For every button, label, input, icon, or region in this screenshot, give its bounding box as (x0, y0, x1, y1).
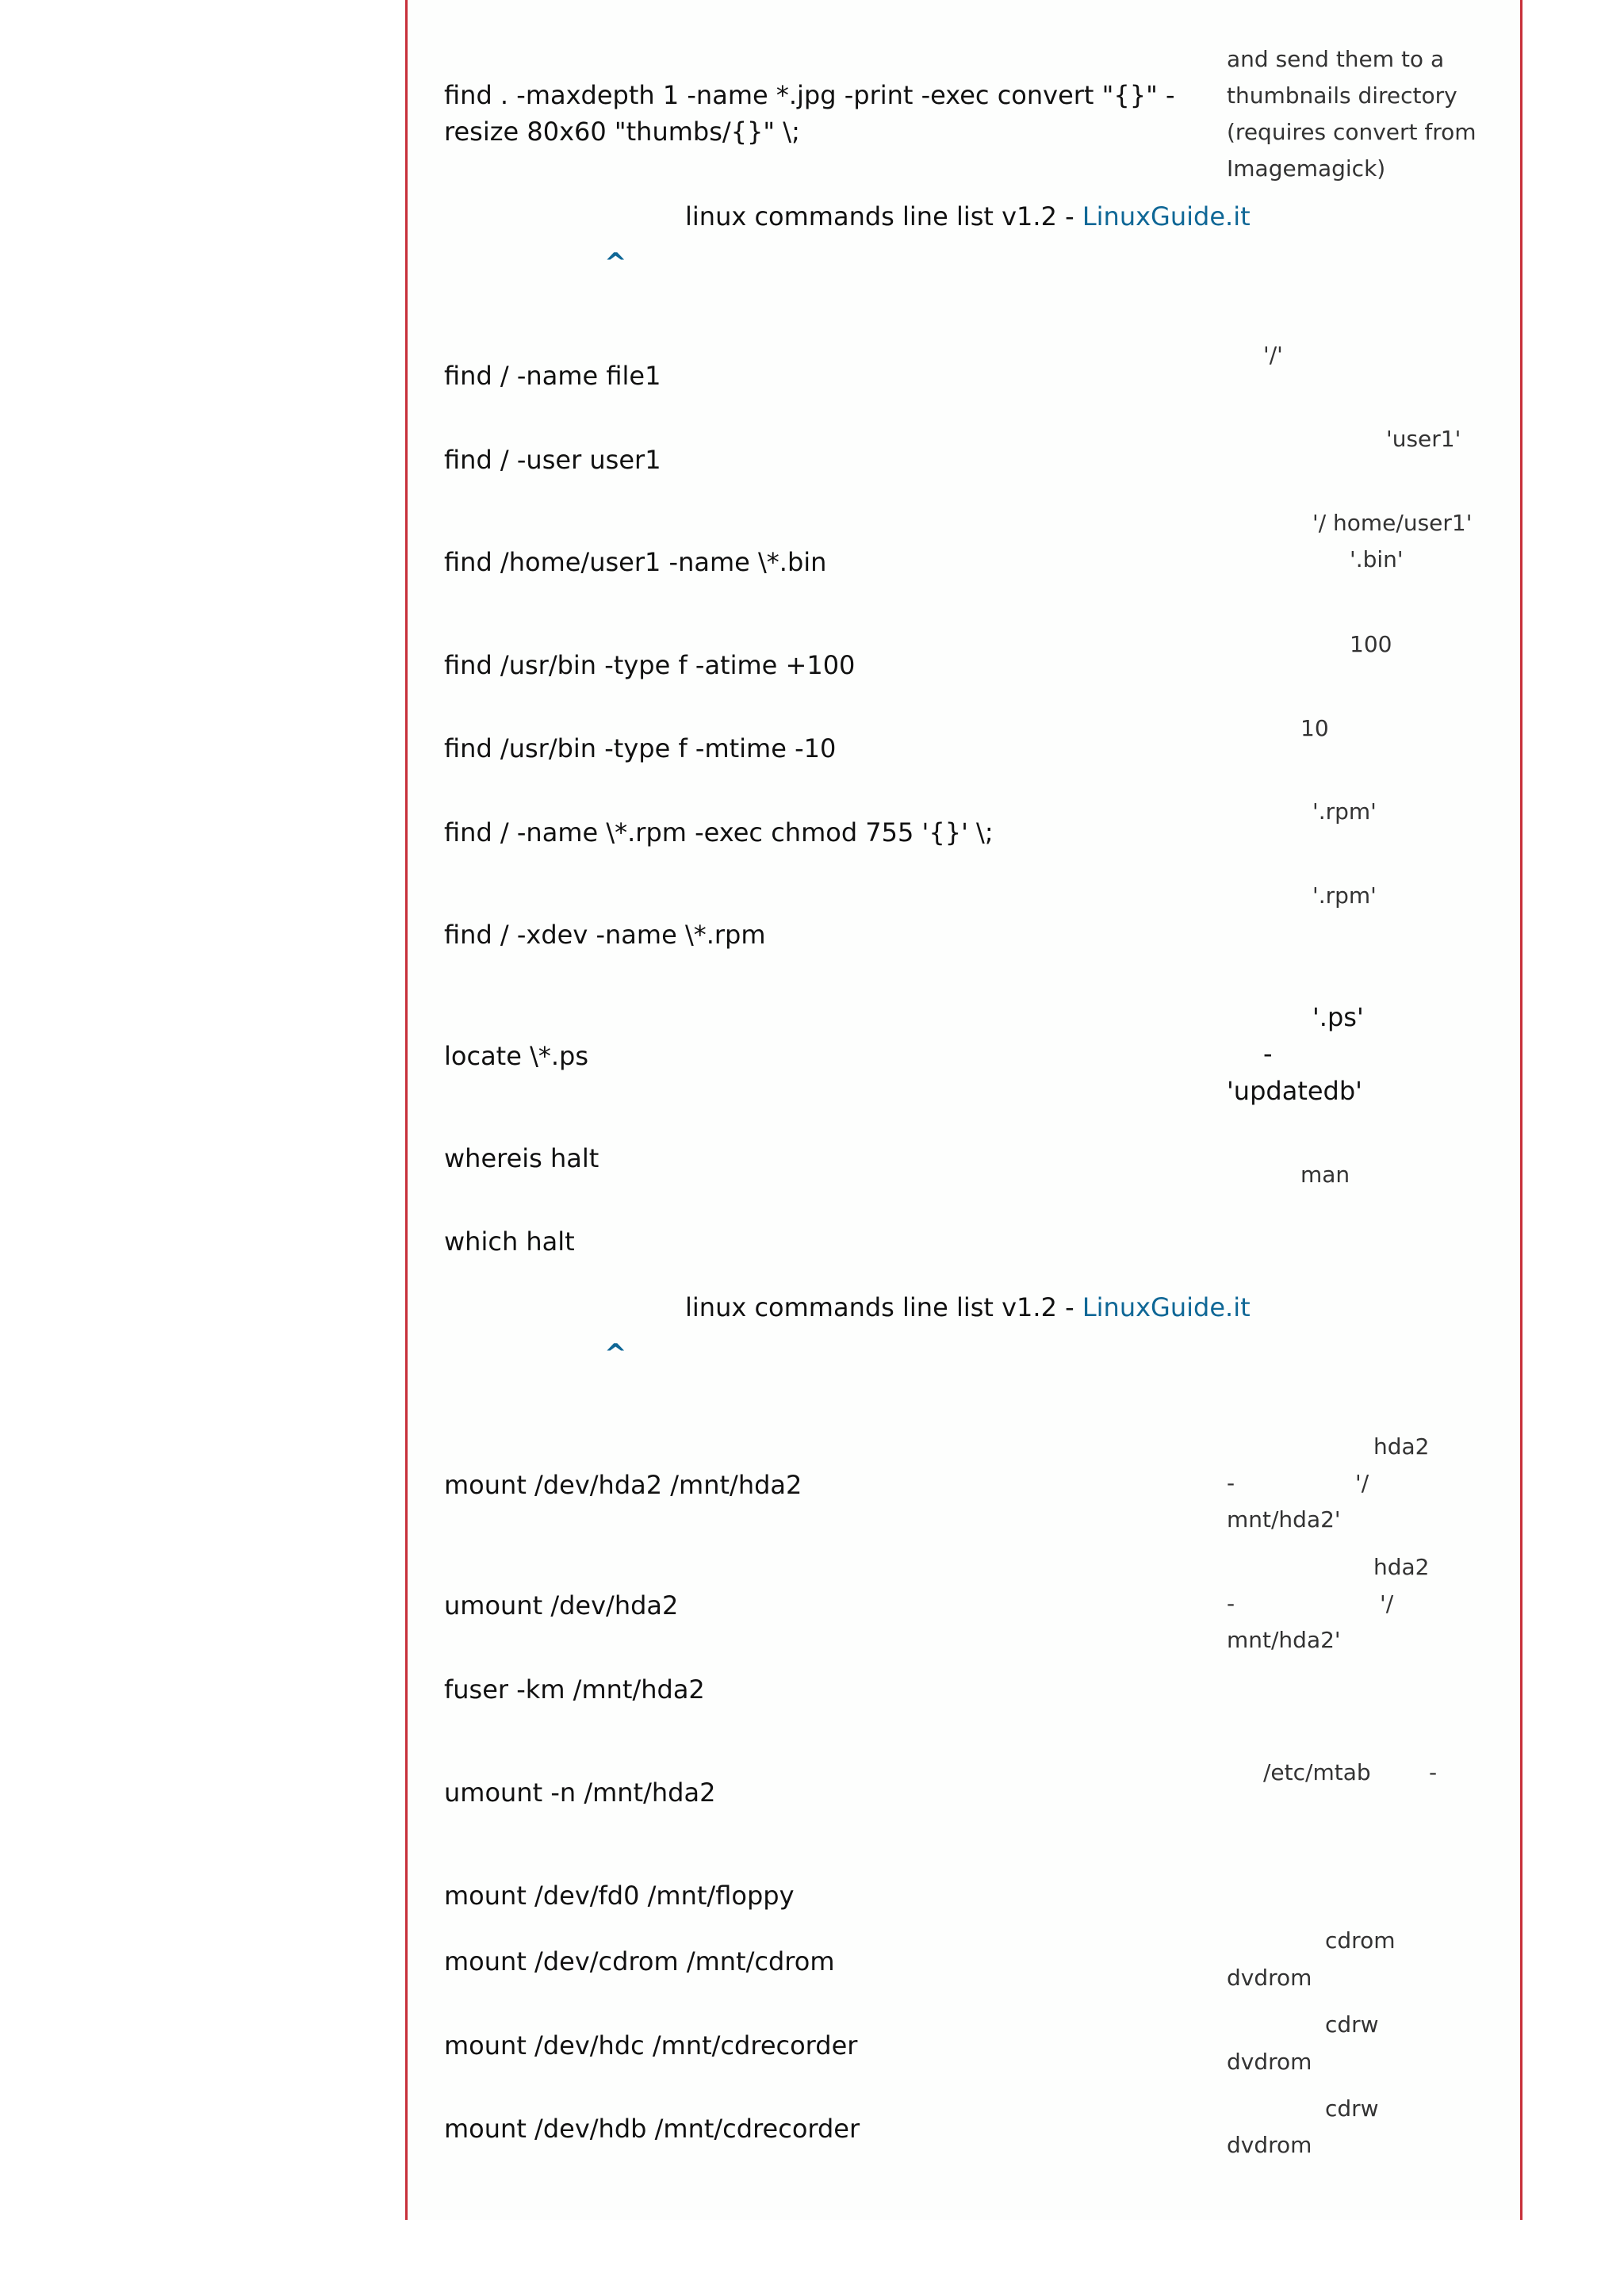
command-mount-hdc: mount /dev/hdc /mnt/cdrecorder (444, 2030, 858, 2061)
command-find-user: find / -user user1 (444, 445, 661, 475)
description-line: '.rpm' (1312, 882, 1377, 909)
description-line: mnt/hda2' (1227, 1627, 1341, 1653)
description-line: dvdrom (1227, 1965, 1312, 1991)
back-to-top-caret[interactable]: ^ (604, 1338, 627, 1370)
command-mount-cdrom: mount /dev/cdrom /mnt/cdrom (444, 1946, 835, 1976)
command-find-bin: find /home/user1 -name \*.bin (444, 547, 827, 577)
footer-link-linuxguide[interactable]: LinuxGuide.it (1082, 1292, 1251, 1322)
description-line: 'updatedb' (1227, 1076, 1362, 1106)
command-umount-n: umount -n /mnt/hda2 (444, 1777, 716, 1808)
command-mount-hdb: mount /dev/hdb /mnt/cdrecorder (444, 2114, 860, 2144)
description-line: 100 (1350, 631, 1392, 657)
description-line: and send them to a (1227, 46, 1445, 72)
description-line: '/ home/user1' (1312, 510, 1473, 536)
footer-link-linuxguide[interactable]: LinuxGuide.it (1082, 201, 1251, 232)
footer-label: linux commands line list v1.2 - (685, 201, 1082, 232)
description-line: '/' (1263, 342, 1283, 368)
description-line: - (1429, 1759, 1438, 1785)
description-line: Imagemagick) (1227, 155, 1386, 182)
command-mount-hda2: mount /dev/hda2 /mnt/hda2 (444, 1470, 802, 1500)
description-line: - (1263, 1039, 1273, 1069)
command-thumbnail-convert: find . -maxdepth 1 -name *.jpg -print -exec convert "{}" -resize 80x60 "thumbs/{}" \; (444, 80, 1175, 147)
description-line: dvdrom (1227, 2132, 1312, 2158)
description-line: mnt/hda2' (1227, 1506, 1341, 1533)
description-line: (requires convert from (1227, 119, 1477, 145)
command-find-chmod: find / -name \*.rpm -exec chmod 755 '{}' \; (444, 817, 994, 848)
command-which: which halt (444, 1226, 575, 1257)
command-locate: locate \*.ps (444, 1041, 589, 1071)
description-line: hda2 (1373, 1554, 1430, 1580)
command-find-mtime: find /usr/bin -type f -mtime -10 (444, 733, 837, 763)
command-find-xdev: find / -xdev -name \*.rpm (444, 920, 766, 950)
footer-text (685, 1289, 1251, 1326)
description-line: 'user1' (1386, 426, 1461, 452)
description-line: cdrom (1325, 1927, 1396, 1954)
description-line: '.ps' (1312, 1002, 1364, 1032)
description-line: cdrw (1325, 2011, 1379, 2038)
footer-text (685, 198, 1251, 235)
description-line: 10 (1300, 715, 1329, 741)
description-line: - (1227, 1470, 1235, 1496)
command-find-atime: find /usr/bin -type f -atime +100 (444, 650, 856, 680)
description-line: dvdrom (1227, 2049, 1312, 2075)
description-line: - (1227, 1590, 1235, 1617)
command-fuser: fuser -km /mnt/hda2 (444, 1674, 705, 1705)
description-line: '/ (1355, 1470, 1369, 1496)
command-umount-hda2: umount /dev/hda2 (444, 1590, 679, 1621)
command-mount-floppy: mount /dev/fd0 /mnt/floppy (444, 1881, 795, 1911)
back-to-top-caret[interactable]: ^ (604, 247, 627, 279)
description-line: cdrw (1325, 2095, 1379, 2122)
description-line: man (1300, 1161, 1350, 1188)
command-whereis: whereis halt (444, 1143, 599, 1173)
description-line: thumbnails directory (1227, 82, 1457, 109)
description-line: '.bin' (1350, 546, 1404, 572)
command-find-name: find / -name file1 (444, 361, 661, 391)
description-line: '.rpm' (1312, 798, 1377, 825)
description-line: '/ (1380, 1590, 1394, 1617)
description-line: /etc/mtab (1263, 1759, 1371, 1785)
description-line: hda2 (1373, 1433, 1430, 1460)
footer-label: linux commands line list v1.2 - (685, 1292, 1082, 1322)
